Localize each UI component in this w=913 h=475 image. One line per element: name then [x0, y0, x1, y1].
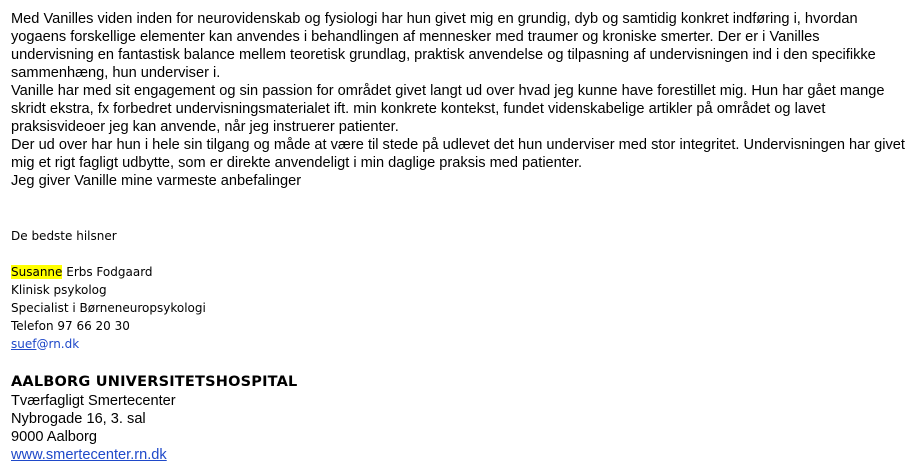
specialty: Specialist i Børneneuropsykologi: [11, 301, 206, 315]
city-line: 9000 Aalborg: [11, 429, 98, 445]
last-name: Erbs Fodgaard: [62, 265, 153, 279]
letter-text: [11, 10, 906, 190]
paragraph-2: Vanille har med sit engagement og sin passion for området givet langt ud over hvad jeg kunne have forestillet mig. Hun har gået mange skridt ekstra, fx forbedret undervisningsmaterialet ift. min konkrete kontekst, fundet videnskabelige artikler på området og lavet praksisvideoer jeg kan anvende, når jeg instruerer patienter.: [11, 83, 885, 135]
spacer: [11, 245, 906, 263]
closing-line: De bedste hilsner: [11, 229, 117, 243]
sender-name: [11, 263, 906, 281]
street-address: Nybrogade 16, 3. sal: [11, 411, 146, 427]
signature-block: [11, 227, 906, 353]
paragraph-3: Der ud over har hun i hele sin tilgang og måde at være til stede på udlevet det hun underviser med stor integritet. Undervisningen har givet mig et rigt fagligt udbytte, som er direkte anvendeligt i min daglige praksis med patienter.: [11, 137, 905, 171]
paragraph-4: Jeg giver Vanille mine varmeste anbefalinger: [11, 173, 302, 189]
email-domain[interactable]: @rn.dk: [36, 337, 80, 351]
paragraph-1: Med Vanilles viden inden for neurovidenskab og fysiologi har hun givet mig en grundig, dyb og samtidig konkret indføring i, hvordan yogaens forskellige elementer kan anvendes i behandlingen af mennesker med traumer og kroniske smerter. Der er i Vanilles undervisning en fantastisk balance mellem teoretisk grundlag, praktisk anvendelse og tilpasning af undervisningen ind i den specifikke sammenhæng, hun underviser i.: [11, 11, 876, 81]
organization-block: [11, 373, 906, 464]
email-link[interactable]: suef: [11, 337, 37, 351]
website-link[interactable]: www.smertecenter.rn.dk: [11, 447, 167, 463]
email-body: [11, 10, 906, 464]
email-line[interactable]: [11, 335, 906, 353]
organization-name: AALBORG UNIVERSITETSHOSPITAL: [11, 374, 298, 390]
job-title: Klinisk psykolog: [11, 283, 107, 297]
department-name: Tværfagligt Smertecenter: [11, 393, 176, 409]
highlighted-first-name: Susanne: [11, 265, 63, 279]
phone-number: Telefon 97 66 20 30: [11, 319, 130, 333]
